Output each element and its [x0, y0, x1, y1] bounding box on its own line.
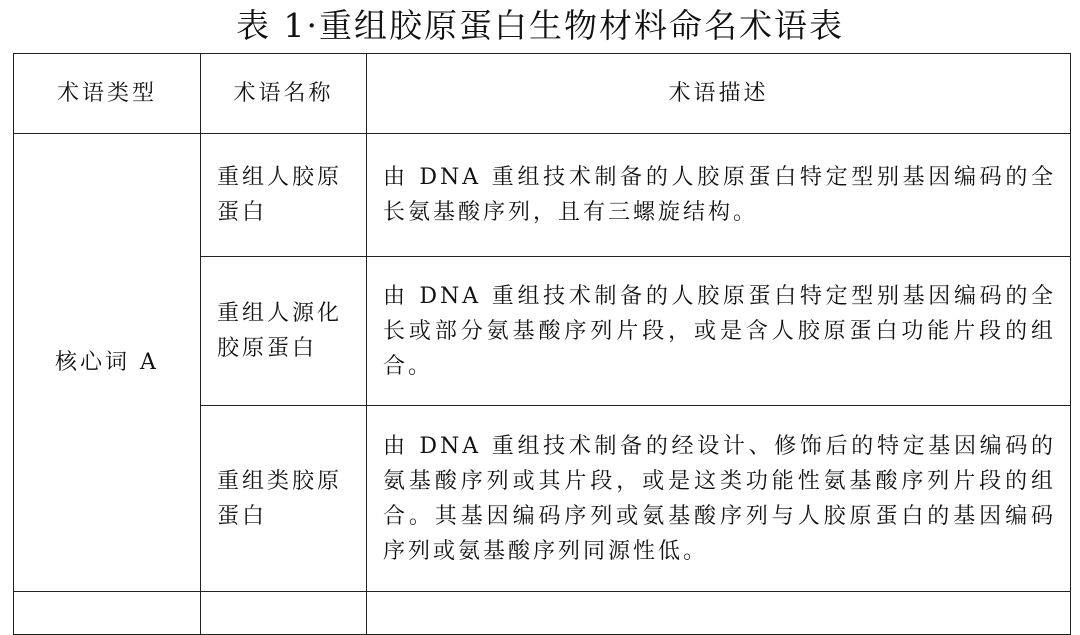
- term-description-cell: 由 DNA 重组技术制备的人胶原蛋白特定型别基因编码的全长或部分氨基酸序列片段，或是含人胶原蛋白功能片段的组合。: [367, 257, 1071, 406]
- term-description-cell: 由 DNA 重组技术制备的人胶原蛋白特定型别基因编码的全长氨基酸序列，且有三螺旋结构。: [367, 134, 1071, 257]
- empty-cell: [14, 592, 201, 635]
- term-name-cell: 重组人源化胶原蛋白: [201, 257, 367, 406]
- term-name-cell: 重组人胶原蛋白: [201, 134, 367, 257]
- table-row-partial: [14, 592, 1071, 635]
- header-term-name: 术语名称: [201, 54, 367, 134]
- table-title: 表 1·重组胶原蛋白生物材料命名术语表: [236, 6, 844, 45]
- term-name-cell: 重组类胶原蛋白: [201, 406, 367, 592]
- terminology-table: [13, 53, 1071, 635]
- table-row: [14, 134, 1071, 257]
- empty-cell: [367, 592, 1071, 635]
- table-header-row: [14, 54, 1071, 134]
- header-term-description: 术语描述: [367, 54, 1071, 134]
- header-term-type: 术语类型: [14, 54, 201, 134]
- empty-cell: [201, 592, 367, 635]
- term-description-cell: 由 DNA 重组技术制备的经设计、修饰后的特定基因编码的氨基酸序列或其片段，或是这类功能性氨基酸序列片段的组合。其基因编码序列或氨基酸序列与人胶原蛋白的基因编码序列或氨基酸序列同源性低。: [367, 406, 1071, 592]
- term-type-cell: 核心词 A: [14, 134, 201, 592]
